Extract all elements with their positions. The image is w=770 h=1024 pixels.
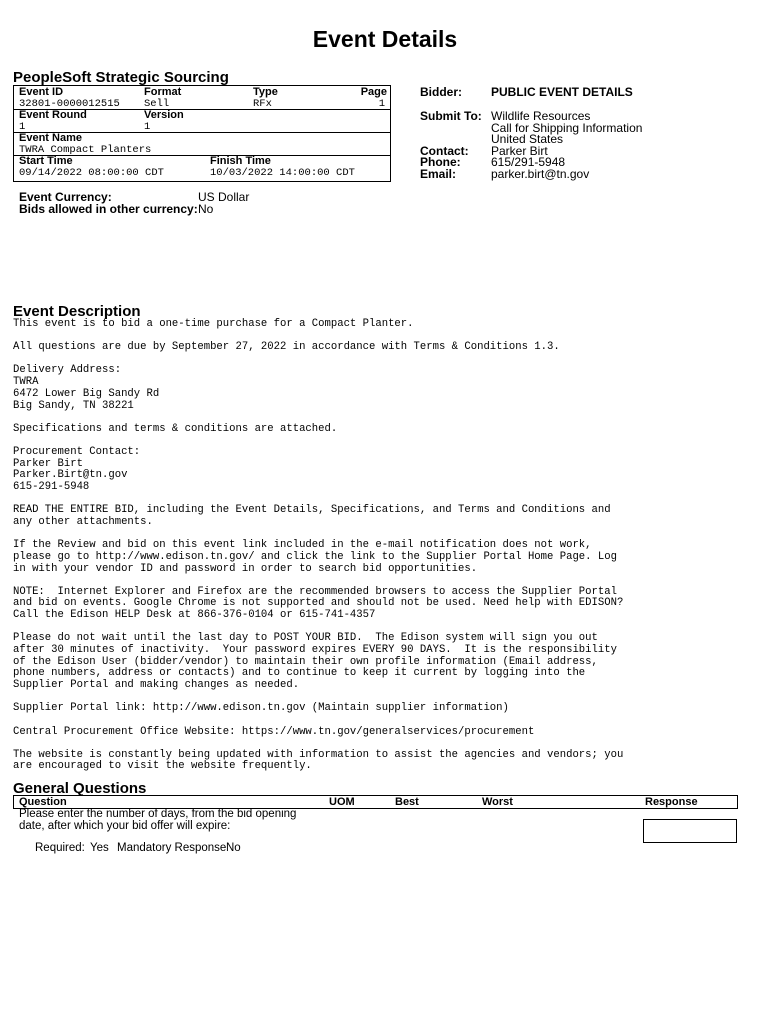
- submit-to-label: Submit To:: [420, 109, 482, 123]
- event-currency-label: Event Currency:: [19, 190, 112, 204]
- delivery-address: Delivery Address: TWRA 6472 Lower Big Sandy Rd Big Sandy, TN 38221: [13, 364, 160, 412]
- supplier-portal-link: Supplier Portal link: http://www.edison.tn.gov (Maintain supplier information): [13, 702, 509, 715]
- event-description-body: [13, 319, 753, 785]
- email-label: Email:: [420, 167, 457, 181]
- event-details-table: [13, 85, 391, 182]
- description-paragraph: READ THE ENTIRE BID, including the Event Details, Specifications, and Terms and Conditions and any other attachments.: [13, 504, 611, 528]
- required-value: Yes: [90, 842, 109, 854]
- column-question: Question: [19, 796, 67, 808]
- type-value: RFx: [253, 98, 272, 110]
- version-value: 1: [144, 121, 151, 133]
- format-value: Sell: [144, 98, 170, 110]
- event-id-label: Event ID: [19, 86, 64, 98]
- section-title: PeopleSoft Strategic Sourcing: [13, 69, 229, 86]
- description-paragraph: If the Review and bid on this event link included in the e-mail notification does not work, please go to http://www.edison.tn.gov/ and click the link to the Supplier Portal Home Page. Log in with your vendor ID and password in order to search bid opportunities.: [13, 539, 617, 575]
- description-paragraph: Specifications and terms & conditions are attached.: [13, 422, 338, 435]
- event-id-value: 32801-0000012515: [19, 98, 120, 110]
- phone-value: 615/291-5948: [491, 155, 566, 169]
- column-response: Response: [645, 796, 698, 808]
- procurement-contact: Procurement Contact: Parker Birt Parker.Birt@tn.gov 615-291-5948: [13, 445, 141, 494]
- type-label: Type: [253, 86, 278, 98]
- bidder-label: Bidder:: [420, 85, 462, 99]
- browser-note: NOTE: Internet Explorer and Firefox are the recommended browsers to access the Supplier Portal and bid on events. Google Chrome is not supported and should not be used. Need help with EDISON? Call the Edison HELP Desk at 866-376-0104 or 615-741-4357: [13, 585, 624, 622]
- page-label: Page: [360, 86, 387, 98]
- finish-time-value: 10/03/2022 14:00:00 CDT: [210, 167, 355, 179]
- event-description-heading: Event Description: [13, 303, 141, 320]
- format-label: Format: [144, 86, 182, 98]
- email-value: parker.birt@tn.gov: [491, 167, 590, 181]
- other-currency-label: Bids allowed in other currency:: [19, 202, 198, 216]
- page-title: Event Details: [312, 26, 458, 52]
- finish-time-label: Finish Time: [210, 155, 271, 167]
- mandatory-response-value: No: [226, 842, 241, 854]
- column-uom: UOM: [329, 796, 355, 808]
- mandatory-response-label: Mandatory Response: [117, 842, 227, 854]
- event-currency-value: US Dollar: [198, 190, 250, 204]
- phone-label: Phone:: [420, 155, 461, 169]
- procurement-website: Central Procurement Office Website: https://www.tn.gov/generalservices/procurement: [13, 725, 535, 738]
- bidder-value: PUBLIC EVENT DETAILS: [491, 85, 633, 99]
- general-questions-heading: General Questions: [13, 780, 147, 797]
- description-paragraph: All questions are due by September 27, 2022 in accordance with Terms & Conditions 1.3.: [13, 341, 560, 354]
- event-name-value: TWRA Compact Planters: [19, 144, 152, 156]
- other-currency-value: No: [198, 202, 214, 216]
- version-label: Version: [144, 109, 184, 121]
- event-round-value: 1: [19, 121, 26, 133]
- description-paragraph: This event is to bid a one-time purchase for a Compact Planter.: [13, 318, 414, 330]
- description-paragraph: Please do not wait until the last day to POST YOUR BID. The Edison system will sign you out after 30 minutes of inactivity. Your password expires EVERY 90 DAYS. It is the responsibility of the Edison User (bidder/vendor) to maintain their own profile information (Email address, phone numbers, address or contacts) and to continue to keep it current by logging into the Supplier Portal and making changes as needed.: [13, 632, 617, 692]
- contact-value: Parker Birt: [491, 144, 548, 158]
- required-label: Required:: [35, 842, 85, 854]
- submit-line-3: United States: [491, 132, 564, 146]
- page-value: 1: [378, 98, 385, 110]
- submit-line-1: Wildlife Resources: [491, 109, 591, 123]
- questions-table-header: [13, 795, 738, 809]
- event-round-label: Event Round: [19, 109, 87, 121]
- start-time-value: 09/14/2022 08:00:00 CDT: [19, 167, 164, 179]
- submit-line-2: Call for Shipping Information: [491, 121, 643, 135]
- response-input[interactable]: [643, 819, 737, 843]
- description-paragraph: The website is constantly being updated with information to assist the agencies and vendors; you are encouraged to visit the website frequently.: [13, 748, 624, 773]
- column-best: Best: [395, 796, 419, 808]
- contact-label: Contact:: [420, 144, 469, 158]
- column-worst: Worst: [482, 796, 513, 808]
- question-text: Please enter the number of days, from the bid opening date, after which your bid offer will expire:: [19, 808, 297, 832]
- event-name-label: Event Name: [19, 132, 82, 144]
- start-time-label: Start Time: [19, 155, 73, 167]
